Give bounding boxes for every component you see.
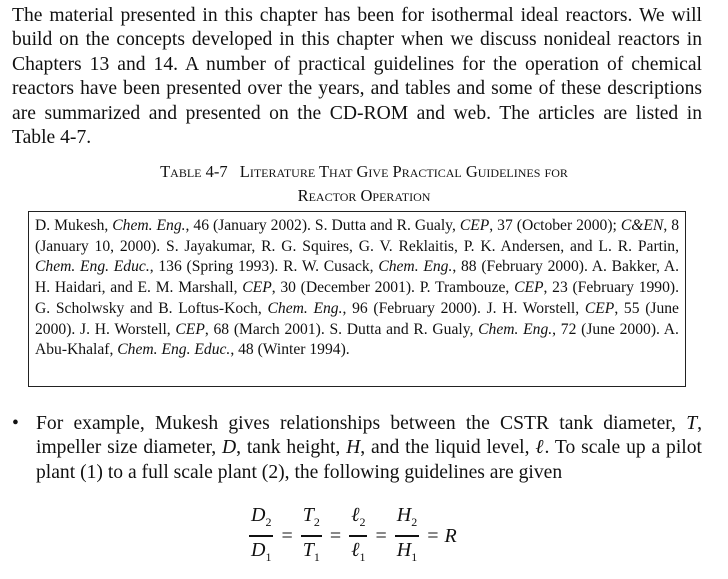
variable-symbol: H [346, 437, 361, 459]
reference-journal: CEP [242, 279, 272, 297]
reference-authors: S. Jayakumar, R. G. Squires, G. V. Reklaitis, P. K. Andersen, and L. R. Partin, [166, 237, 679, 255]
equals-sign: = [375, 524, 387, 547]
equals-sign: = [281, 524, 293, 547]
fraction-numerator: $H_2$ [396, 504, 418, 530]
reference-entry [283, 258, 592, 275]
reference-authors: A. Bakker, A. H. Haidari, and E. M. Marshall, [35, 258, 679, 297]
text-segment: . To scale up a pilot plant (1) to a full scale plant (2), the following guidelines are given [36, 437, 702, 483]
table-number: Table 4-7 [160, 162, 228, 181]
reference-journal: Chem. Eng. [112, 217, 186, 234]
reference-details: , 48 (Winter 1994). [230, 341, 350, 359]
reference-entry [329, 321, 663, 338]
reference-details: , 136 (Spring 1993). [149, 258, 284, 276]
reference-details: , 96 (February 2000). [342, 299, 487, 317]
reference-details: , 46 (January 2002). [185, 217, 315, 234]
reference-journal: Chem. Eng. Educ. [35, 258, 150, 276]
reference-entry [35, 300, 487, 317]
reference-details: , 72 (June 2000). [552, 320, 664, 338]
fraction-bar [349, 535, 367, 536]
intro-paragraph: The material presented in this chapter has been for isothermal ideal reactors. We will build on the concepts developed in this chapter when we discuss nonideal reactors in Chapters 13 and 14. A number of practical guidelines for the operation of chemical reactors have been presented over the years, and tables and some of these descriptions are summarized and presented on the CD-ROM and web. The articles are listed in Table 4-7. [12, 5, 702, 149]
reference-journal: CEP [584, 299, 615, 317]
reference-entry [420, 279, 679, 296]
fraction [349, 503, 367, 568]
variable-symbol: ℓ [535, 437, 545, 459]
reference-journal: C&EN [620, 217, 664, 234]
text-segment: For example, Mukesh gives relationships between the CSTR tank diameter, [36, 413, 687, 434]
reference-entry [80, 321, 329, 338]
bullet-marker: • [12, 413, 19, 434]
reference-details: , 23 (February 1990). [543, 279, 679, 297]
reference-authors: A. Abu-Khalaf, [35, 320, 679, 359]
reference-journal: Chem. Eng. Educ. [117, 341, 231, 359]
reference-entry [315, 217, 621, 234]
reference-journal: Chem. Eng. [378, 258, 453, 276]
reference-authors: P. Trambouze, [419, 279, 515, 297]
fraction [301, 503, 322, 568]
table-caption-line1 [0, 160, 728, 184]
reference-journal: CEP [514, 279, 544, 297]
reference-entry [35, 217, 315, 234]
reference-journal: CEP [175, 320, 205, 338]
fraction-bar [301, 535, 322, 536]
fraction-numerator: ℓ$_2$ [351, 504, 366, 530]
table-caption [0, 160, 728, 208]
fraction-denominator: $D_1$ [251, 538, 272, 564]
fraction-numerator: $T_2$ [302, 504, 320, 530]
variable-symbol: T [686, 413, 698, 434]
reference-authors: J. H. Worstell, [80, 320, 176, 338]
fraction-numerator: $D_2$ [251, 504, 272, 530]
table-title-line1: Literature That Give Practical Guidelines for [239, 162, 568, 181]
table-title-line2: Reactor Operation [297, 186, 431, 205]
fraction-denominator: ℓ$_1$ [351, 538, 366, 564]
fraction-denominator: $T_1$ [302, 538, 320, 564]
reference-authors: S. Dutta and R. Gualy, [329, 320, 479, 338]
fraction [395, 503, 419, 568]
reference-authors: R. W. Cusack, [283, 258, 379, 276]
reference-details: , 55 (June 2000). [35, 299, 679, 338]
equation-result: R [444, 524, 457, 547]
variable-symbol: D [221, 437, 237, 459]
references-table [28, 211, 686, 387]
scale-up-equation [245, 505, 457, 567]
reference-details: , 30 (December 2001). [271, 279, 420, 297]
reference-authors: J. H. Worstell, [486, 299, 585, 317]
fraction-denominator: $H_1$ [396, 538, 418, 564]
reference-details: , 8 (January 10, 2000). [35, 217, 679, 255]
reference-details: , 88 (February 2000). [452, 258, 592, 276]
fraction [249, 503, 273, 568]
reference-authors: G. Scholwsky and B. Loftus-Koch, [35, 299, 268, 317]
text-segment: , impeller size diameter, [36, 413, 702, 459]
fraction-bar [249, 535, 273, 536]
equals-sign: = [427, 524, 439, 547]
reference-details: , 37 (October 2000); [489, 217, 621, 234]
reference-authors: D. Mukesh, [35, 217, 113, 234]
text-segment: , tank height, [236, 437, 347, 459]
reference-journal: Chem. Eng. [478, 320, 553, 338]
fraction-bar [395, 535, 419, 536]
text-segment: , and the liquid level, [360, 437, 536, 459]
bullet-text [36, 412, 702, 485]
equals-sign: = [329, 524, 342, 547]
reference-authors: S. Dutta and R. Gualy, [314, 217, 460, 234]
reference-journal: Chem. Eng. [267, 299, 343, 317]
reference-journal: CEP [459, 217, 490, 234]
reference-details: , 68 (March 2001). [204, 320, 330, 338]
